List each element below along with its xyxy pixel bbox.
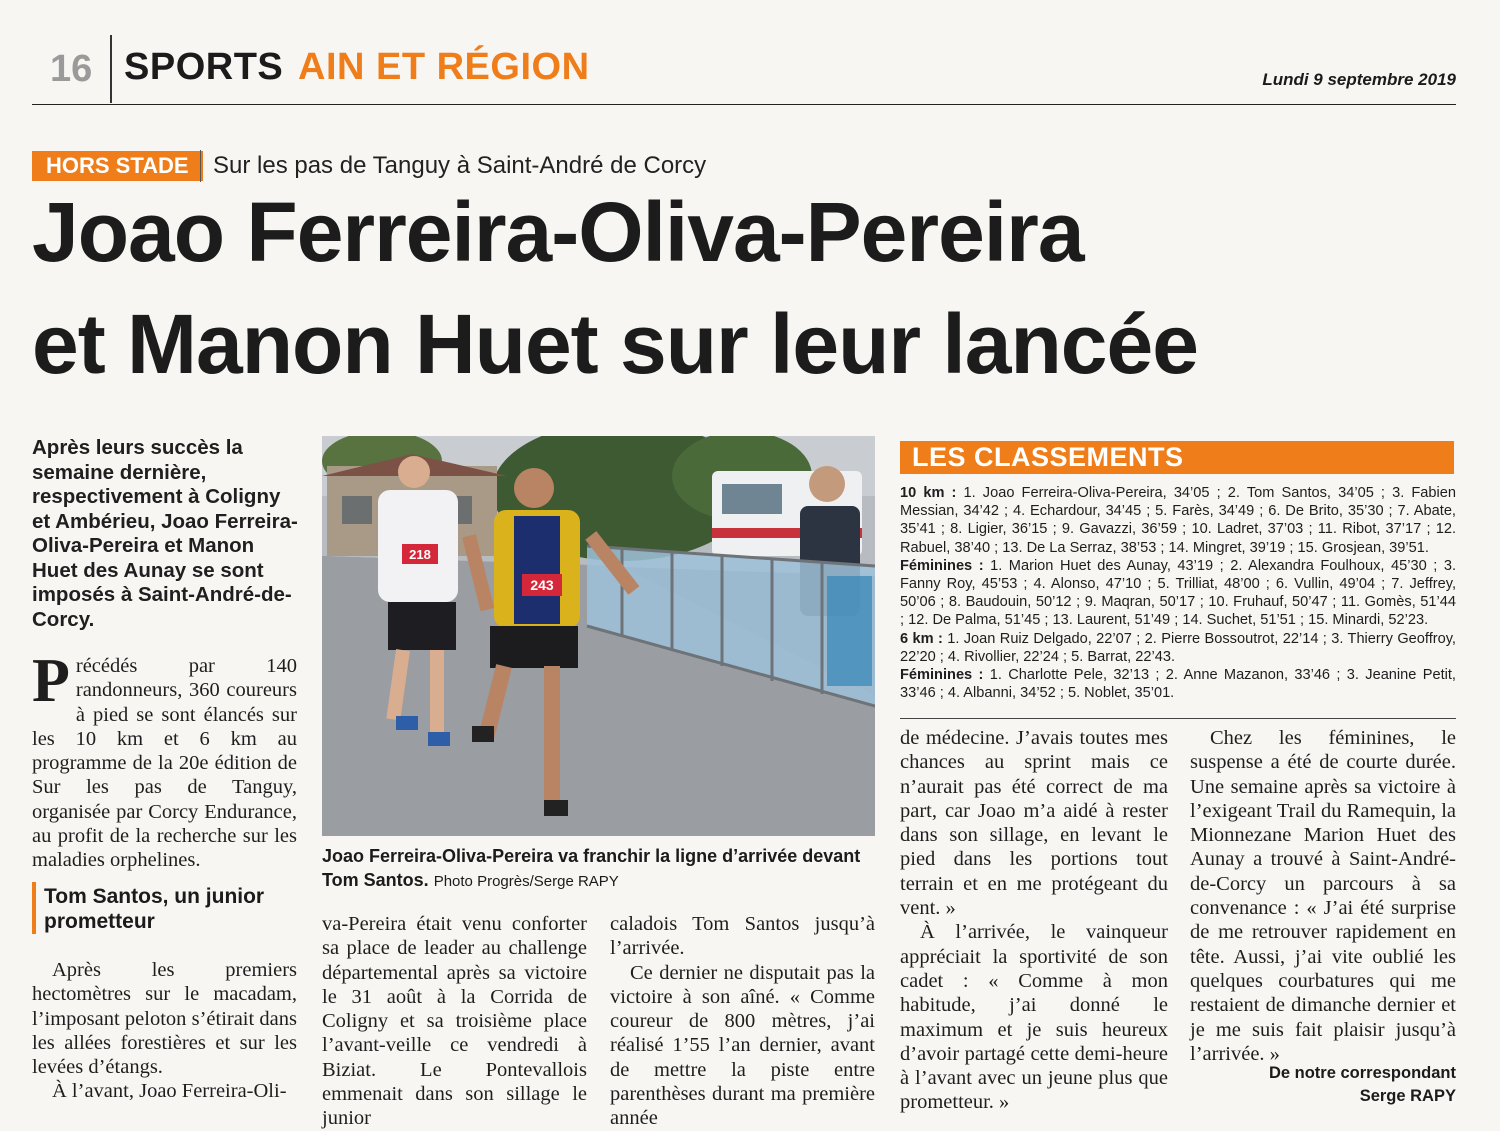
kicker-text: Sur les pas de Tanguy à Saint-André de Corcy bbox=[213, 152, 707, 179]
rankings-label: Féminines : bbox=[900, 557, 984, 574]
rankings-entry bbox=[900, 666, 1456, 702]
race-photo-image bbox=[322, 436, 875, 836]
rankings-list bbox=[900, 484, 1456, 702]
paragraph: À l’avant, Joao Ferreira-Oli- bbox=[52, 1080, 287, 1103]
headline-line-1: Joao Ferreira-Oliva-Pereira bbox=[32, 185, 1084, 279]
lead-text: récédés par 140 randonneurs, 360 coureurs à pied se sont élancés sur les 10 km et 6 km au programme de la 20e édition de Sur les pas de Tanguy, organisée par Corcy Endurance, au profit de la recherche sur les maladies orphelines. bbox=[32, 655, 297, 872]
subhead-bar bbox=[32, 882, 36, 934]
page-number: 16 bbox=[50, 48, 93, 90]
paragraph: Après les premiers hectomètres sur le macadam, l’imposant peloton s’étirait dans les allées forestières et sur les levées d’étangs. bbox=[32, 959, 297, 1079]
byline-role: De notre correspondant bbox=[1268, 1064, 1456, 1082]
rankings-entry bbox=[900, 484, 1456, 557]
article-subhead: Tom Santos, un junior prometteur bbox=[44, 885, 265, 933]
rankings-text: 1. Joao Ferreira-Oliva-Pereira, 34’05 ; 2. Tom Santos, 34’05 ; 3. Fabien Messian, 34’42 ; 4. Echardour, 34’45 ; 5. Farès, 34’49 ; 6. De Brito, 35’30 ; 7. Abate, 35’41 ; 8. Ligier, 36’15 ; 9. Gavazzi, 36’59 ; 10. Ladret, 37’03 ; 11. Ribot, 37’17 ; 12. Rabuel, 38’40 ; 13. De La Serraz, 38’53 ; 14. Mingret, 39’19 ; 15. Grosjean, 39’51. bbox=[900, 485, 1456, 556]
photo-caption bbox=[322, 844, 882, 894]
paragraph: caladois Tom Santos jusqu’à l’arrivée. bbox=[610, 913, 875, 960]
header-divider bbox=[110, 35, 112, 103]
caption-text: Joao Ferreira-Oliva-Pereira va franchir la ligne d’arrivée devant Tom Santos. bbox=[322, 846, 861, 890]
paragraph: À l’arrivée, le vainqueur appréciait la sportivité de son cadet : « Comme à mon habitude, j’ai donné le maximum et je suis heureux d’avoir partagé cette demi-heure à l’avant avec un jeune plus que prometteur. » bbox=[900, 921, 1168, 1114]
rankings-label: 6 km : bbox=[900, 630, 943, 647]
rankings-text: 1. Joan Ruiz Delgado, 22’07 ; 2. Pierre Bossoutrot, 22’14 ; 3. Thierry Geoffroy, 22’20 ; 4. Rivollier, 22’24 ; 5. Barrat, 22’43. bbox=[900, 630, 1456, 665]
rankings-entry bbox=[900, 630, 1456, 666]
rankings-entry bbox=[900, 557, 1456, 630]
article-column-3 bbox=[610, 912, 875, 1131]
paragraph: Chez les féminines, le suspense a été de courte durée. Une semaine après sa victoire à l’exigeant Trail du Ramequin, la Mionnezane Marion Huet des Aunay a trouvé à Saint-André-de-Corcy un parcours à sa convenance : « J’ai été surprise de me retrouver rapidement en tête. Aussi, j’ai vite oublié les quelques courbatures qui me restaient de dimanche dernier et je me suis fait plaisir jusqu’à l’arrivée. » bbox=[1190, 727, 1456, 1065]
article-column-1 bbox=[32, 958, 297, 1104]
byline-author: Serge RAPY bbox=[1359, 1087, 1456, 1105]
rankings-title: LES CLASSEMENTS bbox=[912, 442, 1184, 472]
article-column-5 bbox=[1190, 726, 1456, 1066]
bib-243: 243 bbox=[530, 577, 554, 593]
paragraph: Ce dernier ne disputait pas la victoire à son aîné. « Comme coureur de 800 mètres, j’ai réalisé 1’55 l’an dernier, avant de mettre la piste entre parenthèses durant ma première année bbox=[610, 961, 875, 1130]
rankings-text: 1. Marion Huet des Aunay, 43’19 ; 2. Alexandra Foulhoux, 45’30 ; 3. Fanny Roy, 45’53 ; 4. Alonso, 47’10 ; 5. Trilliat, 48’00 ; 6. Vullin, 49’04 ; 7. Jeffrey, 50’06 ; 8. Baudouin, 50’12 ; 9. Maqran, 50’17 ; 10. Fruhauf, 50’47 ; 11. Gomès, 51’44 ; 12. De Palma, 51’45 ; 13. Laurent, 51’49 ; 14. Suchet, 51’51 ; 15. Minardi, 52’23. bbox=[900, 557, 1456, 629]
byline bbox=[1269, 1062, 1456, 1108]
kicker-divider bbox=[200, 150, 201, 182]
rankings-text: 1. Charlotte Pele, 32’13 ; 2. Anne Mazanon, 33’46 ; 3. Jeanine Petit, 33’46 ; 4. Albanni, 34’52 ; 5. Noblet, 35’01. bbox=[900, 667, 1456, 702]
article-lead bbox=[32, 647, 297, 873]
photo-credit: Photo Progrès/Serge RAPY bbox=[433, 873, 619, 890]
race-photo bbox=[322, 436, 875, 836]
article-intro: Après leurs succès la semaine dernière, respectivement à Coligny et Ambérieu, Joao Ferreira-Oliva-Pereira et Manon Huet des Aunay se sont imposés à Saint-André-de-Corcy. bbox=[32, 436, 298, 631]
rankings-rule bbox=[900, 718, 1456, 719]
issue-date: Lundi 9 septembre 2019 bbox=[1262, 70, 1456, 89]
paragraph: de médecine. J’avais toutes mes chances au sprint mais ce n’aurait pas été correct de ma part, car Joao m’a aidé à rester dans son sillage, en levant le pied dans les portions tout terrain et en me protégeant du vent. » bbox=[900, 727, 1168, 920]
article-column-4 bbox=[900, 726, 1168, 1115]
drop-cap: P bbox=[32, 647, 70, 715]
bib-218: 218 bbox=[409, 547, 431, 562]
article-column-2 bbox=[322, 912, 587, 1131]
section-title: SPORTS bbox=[124, 46, 284, 88]
header-rule bbox=[32, 104, 1456, 105]
headline-line-2: et Manon Huet sur leur lancée bbox=[32, 297, 1198, 391]
rankings-label: Féminines : bbox=[900, 667, 984, 684]
section-region: AIN ET RÉGION bbox=[298, 46, 590, 88]
paragraph: va-Pereira était venu conforter sa place de leader au challenge départemental après sa victoire le 31 août à la Corrida de Coligny et sa troisième place l’avant-veille ce vendredi à Biziat. Le Pontevallois emmenait dans son sillage le junior bbox=[322, 913, 587, 1130]
kicker-badge: HORS STADE bbox=[32, 151, 203, 181]
rankings-label: 10 km : bbox=[900, 485, 957, 501]
